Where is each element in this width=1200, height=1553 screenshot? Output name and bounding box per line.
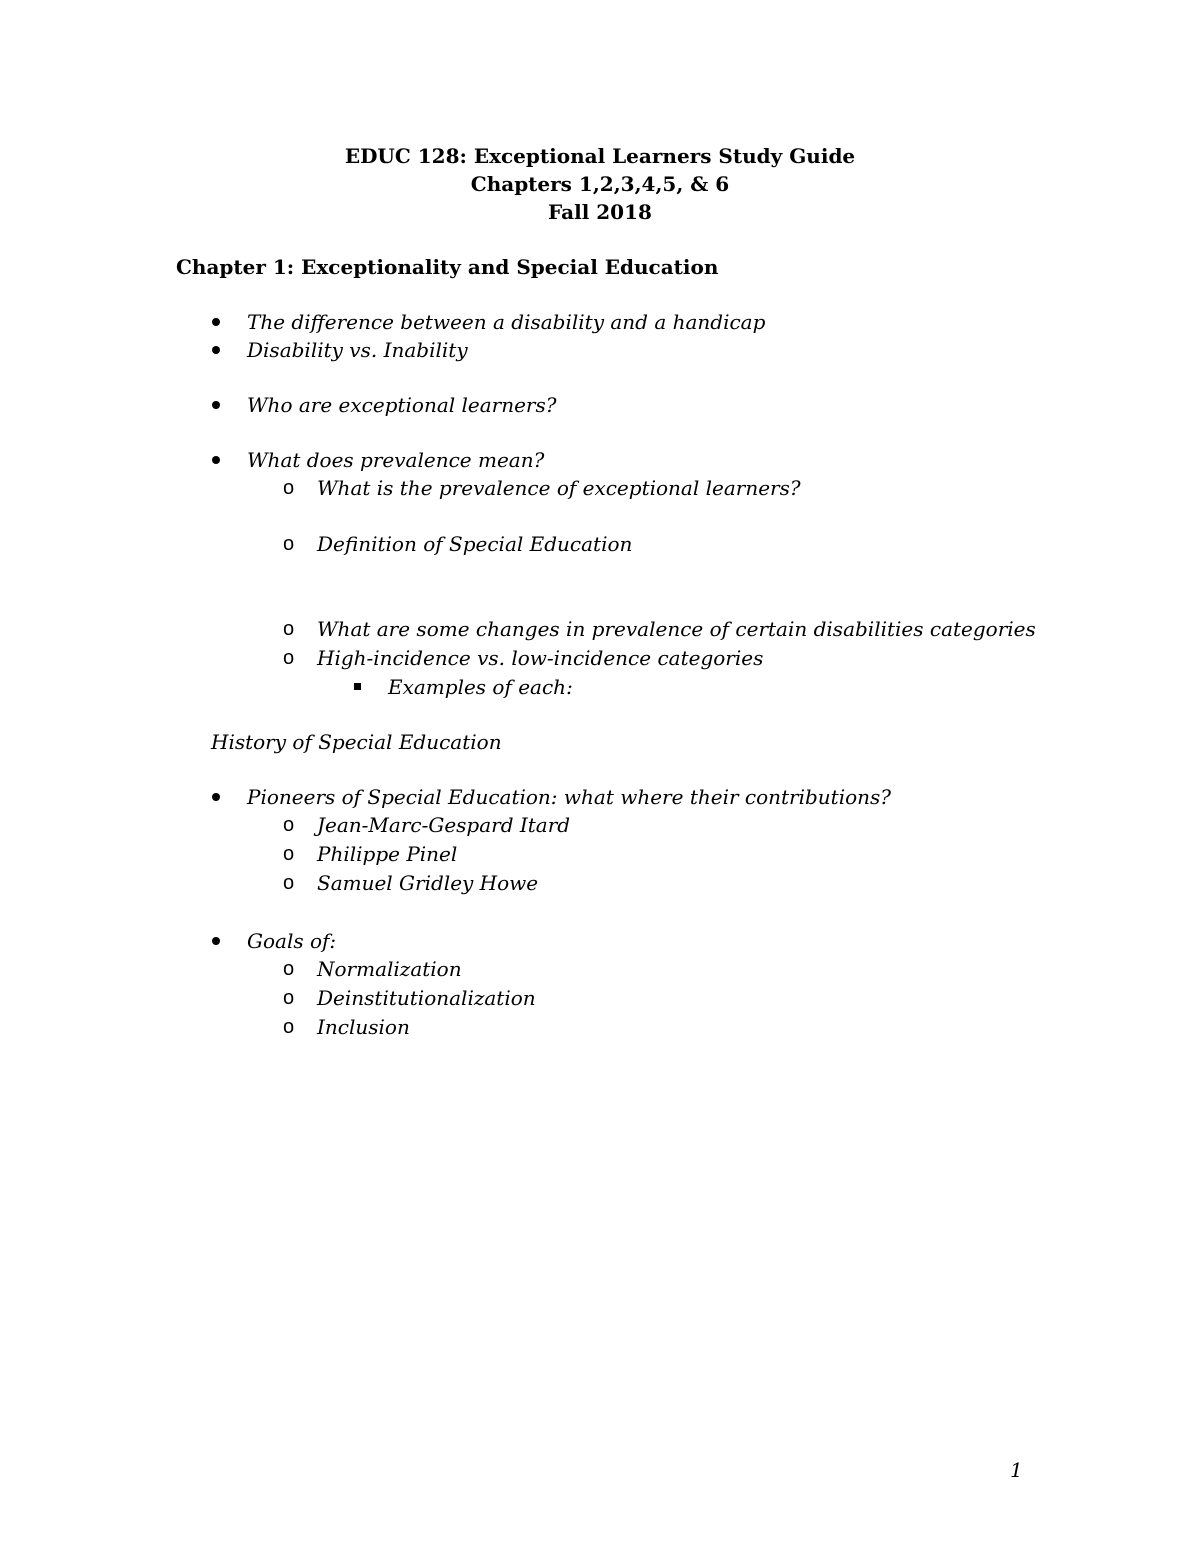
sub-bullet-icon: o [283,958,295,980]
bullet-icon [212,318,220,326]
sub-bullet-icon: o [283,872,295,894]
sub-list-item: Jean-Marc-Gespard Itard [317,813,571,837]
sub-list-item: Definition of Special Education [317,532,633,556]
sub-bullet-icon: o [283,647,295,669]
sub-list-item: What are some changes in prevalence of certain disabilities categories [317,617,1036,641]
sub-list-item: Samuel Gridley Howe [317,871,539,895]
document-chapters: Chapters 1,2,3,4,5, & 6 [470,172,730,196]
sub-sub-list-item: Examples of each: [388,675,573,699]
sub-bullet-icon: o [283,477,295,499]
page-number: 1 [1010,1458,1023,1482]
sub-bullet-icon: o [283,1016,295,1038]
sub-bullet-icon: o [283,987,295,1009]
document-term: Fall 2018 [548,200,652,224]
history-heading: History of Special Education [211,730,502,754]
bullet-icon [212,401,220,409]
bullet-icon [212,346,220,354]
list-item: Pioneers of Special Education: what where their contributions? [247,785,892,809]
list-item: Goals of: [247,929,337,953]
list-item: The difference between a disability and a handicap [247,310,766,334]
sub-list-item: Normalization [317,957,462,981]
list-item: Who are exceptional learners? [247,393,557,417]
sub-list-item: What is the prevalence of exceptional learners? [317,476,801,500]
document-title: EDUC 128: Exceptional Learners Study Guide [344,144,856,168]
sub-bullet-icon: o [283,618,295,640]
list-item: Disability vs. Inability [247,338,468,362]
sub-list-item: High-incidence vs. low-incidence categories [317,646,764,670]
bullet-icon [212,937,220,945]
square-bullet-icon [354,683,361,690]
sub-bullet-icon: o [283,814,295,836]
chapter-1-heading: Chapter 1: Exceptionality and Special Education [176,255,719,279]
sub-list-item: Philippe Pinel [317,842,458,866]
sub-bullet-icon: o [283,533,295,555]
bullet-icon [212,456,220,464]
sub-list-item: Deinstitutionalization [317,986,536,1010]
list-item: What does prevalence mean? [247,448,545,472]
sub-bullet-icon: o [283,843,295,865]
bullet-icon [212,793,220,801]
sub-list-item: Inclusion [317,1015,410,1039]
